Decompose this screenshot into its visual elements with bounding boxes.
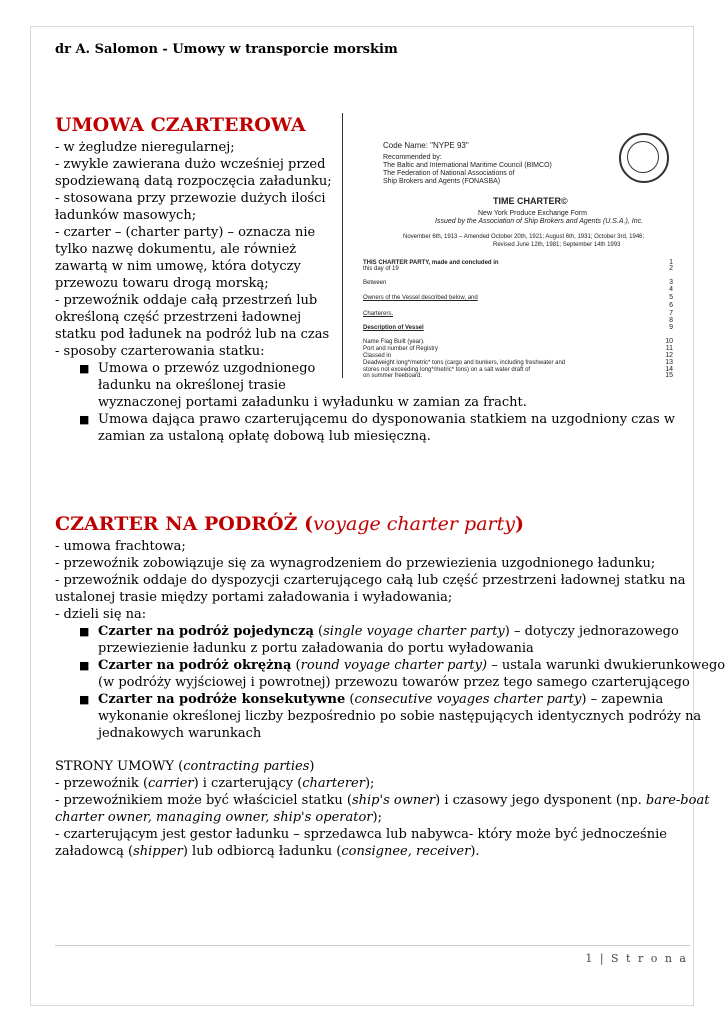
line-number: 9 [669,324,673,331]
bullet-icon: ■ [79,413,90,426]
text-line: Czarter na podróż pojedynczą (single voyage charter party) – dotyczy jednorazowego [98,624,679,639]
doc-row: Port and number of Registry [363,346,439,352]
charter-document-image [342,113,679,378]
doc-subtitle: New York Produce Exchange Form [478,210,587,217]
text-line: spodziewaną datą rozpoczęcia załadunku; [55,174,332,189]
list-item [55,411,695,445]
doc-row: Between [363,280,387,286]
line-number: 6 [669,302,673,309]
list-item [55,623,695,657]
bullet-icon: ■ [79,362,90,375]
seal-icon [619,133,669,183]
english-term: charter owner, managing owner, ship's operator [55,810,373,825]
code-name: Code Name: "NYPE 93" [383,141,469,150]
text-line: zamian za ustaloną opłatę dobową lub miesięczną. [98,429,431,444]
text-line: jednakowych warunkach [98,726,262,741]
doc-row: Charterers. [363,311,394,317]
line-number: 7 [669,310,673,317]
section-title: CZARTER NA PODRÓŻ (voyage charter party) [55,513,524,535]
text-line: - czarterującym jest gestor ładunku – sprzedawca lub nabywca- który może być jednocześnie [55,827,667,842]
recommended: Recommended by: [383,154,442,161]
text-line: - przewoźnik oddaje całą przestrzeń lub [55,293,318,308]
english-term: bare-boat [645,793,710,808]
text-line: - przewoźnik zobowiązuje się za wynagrodzeniem do przewiezienia uzgodnionego ładunku; [55,556,656,571]
doc-row: Classed in [363,353,392,359]
text-line: - stosowana przy przewozie dużych ilości [55,191,326,206]
bold-term: Czarter na podróż pojedynczą [98,624,314,639]
text-line: - dzieli się na: [55,607,147,622]
page-number: 1 | S t r o n a [585,952,688,965]
bullet-icon: ■ [79,625,90,638]
text-line: - przewoźnik (carrier) i czarterujący (charterer); [55,776,375,791]
english-term: charterer [302,776,365,791]
text-line: statku pod ładunek na podróż lub na czas [55,327,330,342]
bullet-list [55,623,725,742]
line-number: 10 [665,338,673,345]
doc-dates: Revised June 12th, 1981; September 14th 1993 [493,242,621,248]
doc-row: Owners of the Vessel described below, and [363,295,478,301]
bold-term: Czarter na podróże konsekutywne [98,692,346,707]
text-line: Umowa dająca prawo czarterującemu do dysponowania statkiem na uzgodniony czas w [98,412,675,427]
line-number: 11 [665,345,673,352]
text-line: wyznaczonej portami załadunku i wyładunku w zamian za fracht. [98,395,527,410]
english-term: round voyage charter party) [300,658,488,673]
text-line: tylko nazwę dokumentu, ale również [55,242,297,257]
line-number: 13 [665,359,673,366]
text-line: przewozu towaru drogą morską; [55,276,269,291]
text-line: - w żegludze nieregularnej; [55,140,235,155]
section-body [55,775,710,860]
doc-row: Name Flag Built (year). [363,339,425,345]
bullet-icon: ■ [79,693,90,706]
line-number: 4 [669,286,673,293]
text-line: określoną część przestrzeni ładownej [55,310,302,325]
text-line: ustalonej trasie między portami załadowania i wyładowania; [55,590,453,605]
section-title: STRONY UMOWY (contracting parties) [55,759,315,774]
page-header: dr A. Salomon - Umowy w transporcie morskim [55,42,398,57]
text-line: ładunku na określonej trasie [98,378,286,393]
english-term: carrier [148,776,194,791]
list-item [55,657,725,691]
doc-row: Description of Vessel [363,325,424,331]
text-line: przewiezienie ładunku z portu załadowania do portu wyładowania [98,641,534,656]
doc-row: Deadweight long*/metric* tons (cargo and bunkers, including freshwater and [363,360,566,366]
doc-title: TIME CHARTER© [493,196,568,206]
text-line: - umowa frachtowa; [55,539,186,554]
text-line: charter owner, managing owner, ship's operator); [55,810,382,825]
doc-row: this day of 19 [363,266,399,272]
doc-row: on summer freeboard. [363,373,423,379]
section-strony-umowy [55,758,710,860]
line-number: 14 [665,366,673,373]
text-line: Czarter na podróże konsekutywne (consecutive voyages charter party) – zapewnia [98,692,664,707]
footer-rule [55,945,690,946]
doc-row: THIS CHARTER PARTY, made and concluded in [363,260,499,266]
line-number: 12 [665,352,673,359]
recommended: Ship Brokers and Agents (FONASBA) [383,178,501,185]
english-term: ship's owner [351,793,436,808]
line-number: 5 [669,294,673,301]
line-number: 3 [669,279,673,286]
english-term: single voyage charter party [323,624,505,639]
text-line: wykonanie określonej liczby bezpośrednio po sobie następujących identycznych podróży na [98,709,702,724]
text-line: - zwykle zawierana dużo wcześniej przed [55,157,326,172]
doc-dates: November 6th, 1913 – Amended October 20th, 1921; August 6th, 1931; October 3rd, 1946; [403,234,645,240]
text-line: - przewoźnik oddaje do dyspozycji czarterującego całą lub część przestrzeni ładownej statku na [55,573,686,588]
text-line: ładunków masowych; [55,208,197,223]
recommended: The Baltic and International Maritime Council (BIMCO) [383,162,552,169]
text-line: (w podróży wyjściowej i powrotnej) przewozu towarów przez tego samego czarterującego [98,675,690,690]
line-number: 1 [669,259,673,266]
doc-row: stores not exceeding long*/metric* tons) on a salt water draft of [363,367,531,373]
list-item [55,691,702,742]
text-line: Umowa o przewóz uzgodnionego [98,361,316,376]
bullet-icon: ■ [79,659,90,672]
doc-subtitle: Issued by the Association of Ship Brokers and Agents (U.S.A.), Inc. [435,218,644,225]
section-body [55,538,695,623]
text-line: zawartą w nim umowę, która dotyczy [55,259,301,274]
english-term: shipper [133,844,183,859]
text-line: załadowcą (shipper) lub odbiorcą ładunku (consignee, receiver). [55,844,480,859]
line-number: 8 [669,317,673,324]
bold-term: Czarter na podróż okrężną [98,658,292,673]
section-czarter-na-podroz [55,512,725,742]
line-number: 15 [665,372,673,379]
line-number: 2 [669,265,673,272]
text-line: - czarter – (charter party) – oznacza nie [55,225,316,240]
text-line: - przewoźnikiem może być właściciel statku (ship's owner) i czasowy jego dysponent (np. bare-boat [55,793,710,808]
text-line: Czarter na podróż okrężną (round voyage charter party) – ustala warunki dwukierunkowego [98,658,725,673]
english-term: consignee, receiver [341,844,471,859]
recommended: The Federation of National Associations of [383,170,515,177]
text-line: - sposoby czarterowania statku: [55,344,265,359]
english-term: consecutive voyages charter party [354,692,582,707]
section-title: UMOWA CZARTEROWA [55,114,306,136]
